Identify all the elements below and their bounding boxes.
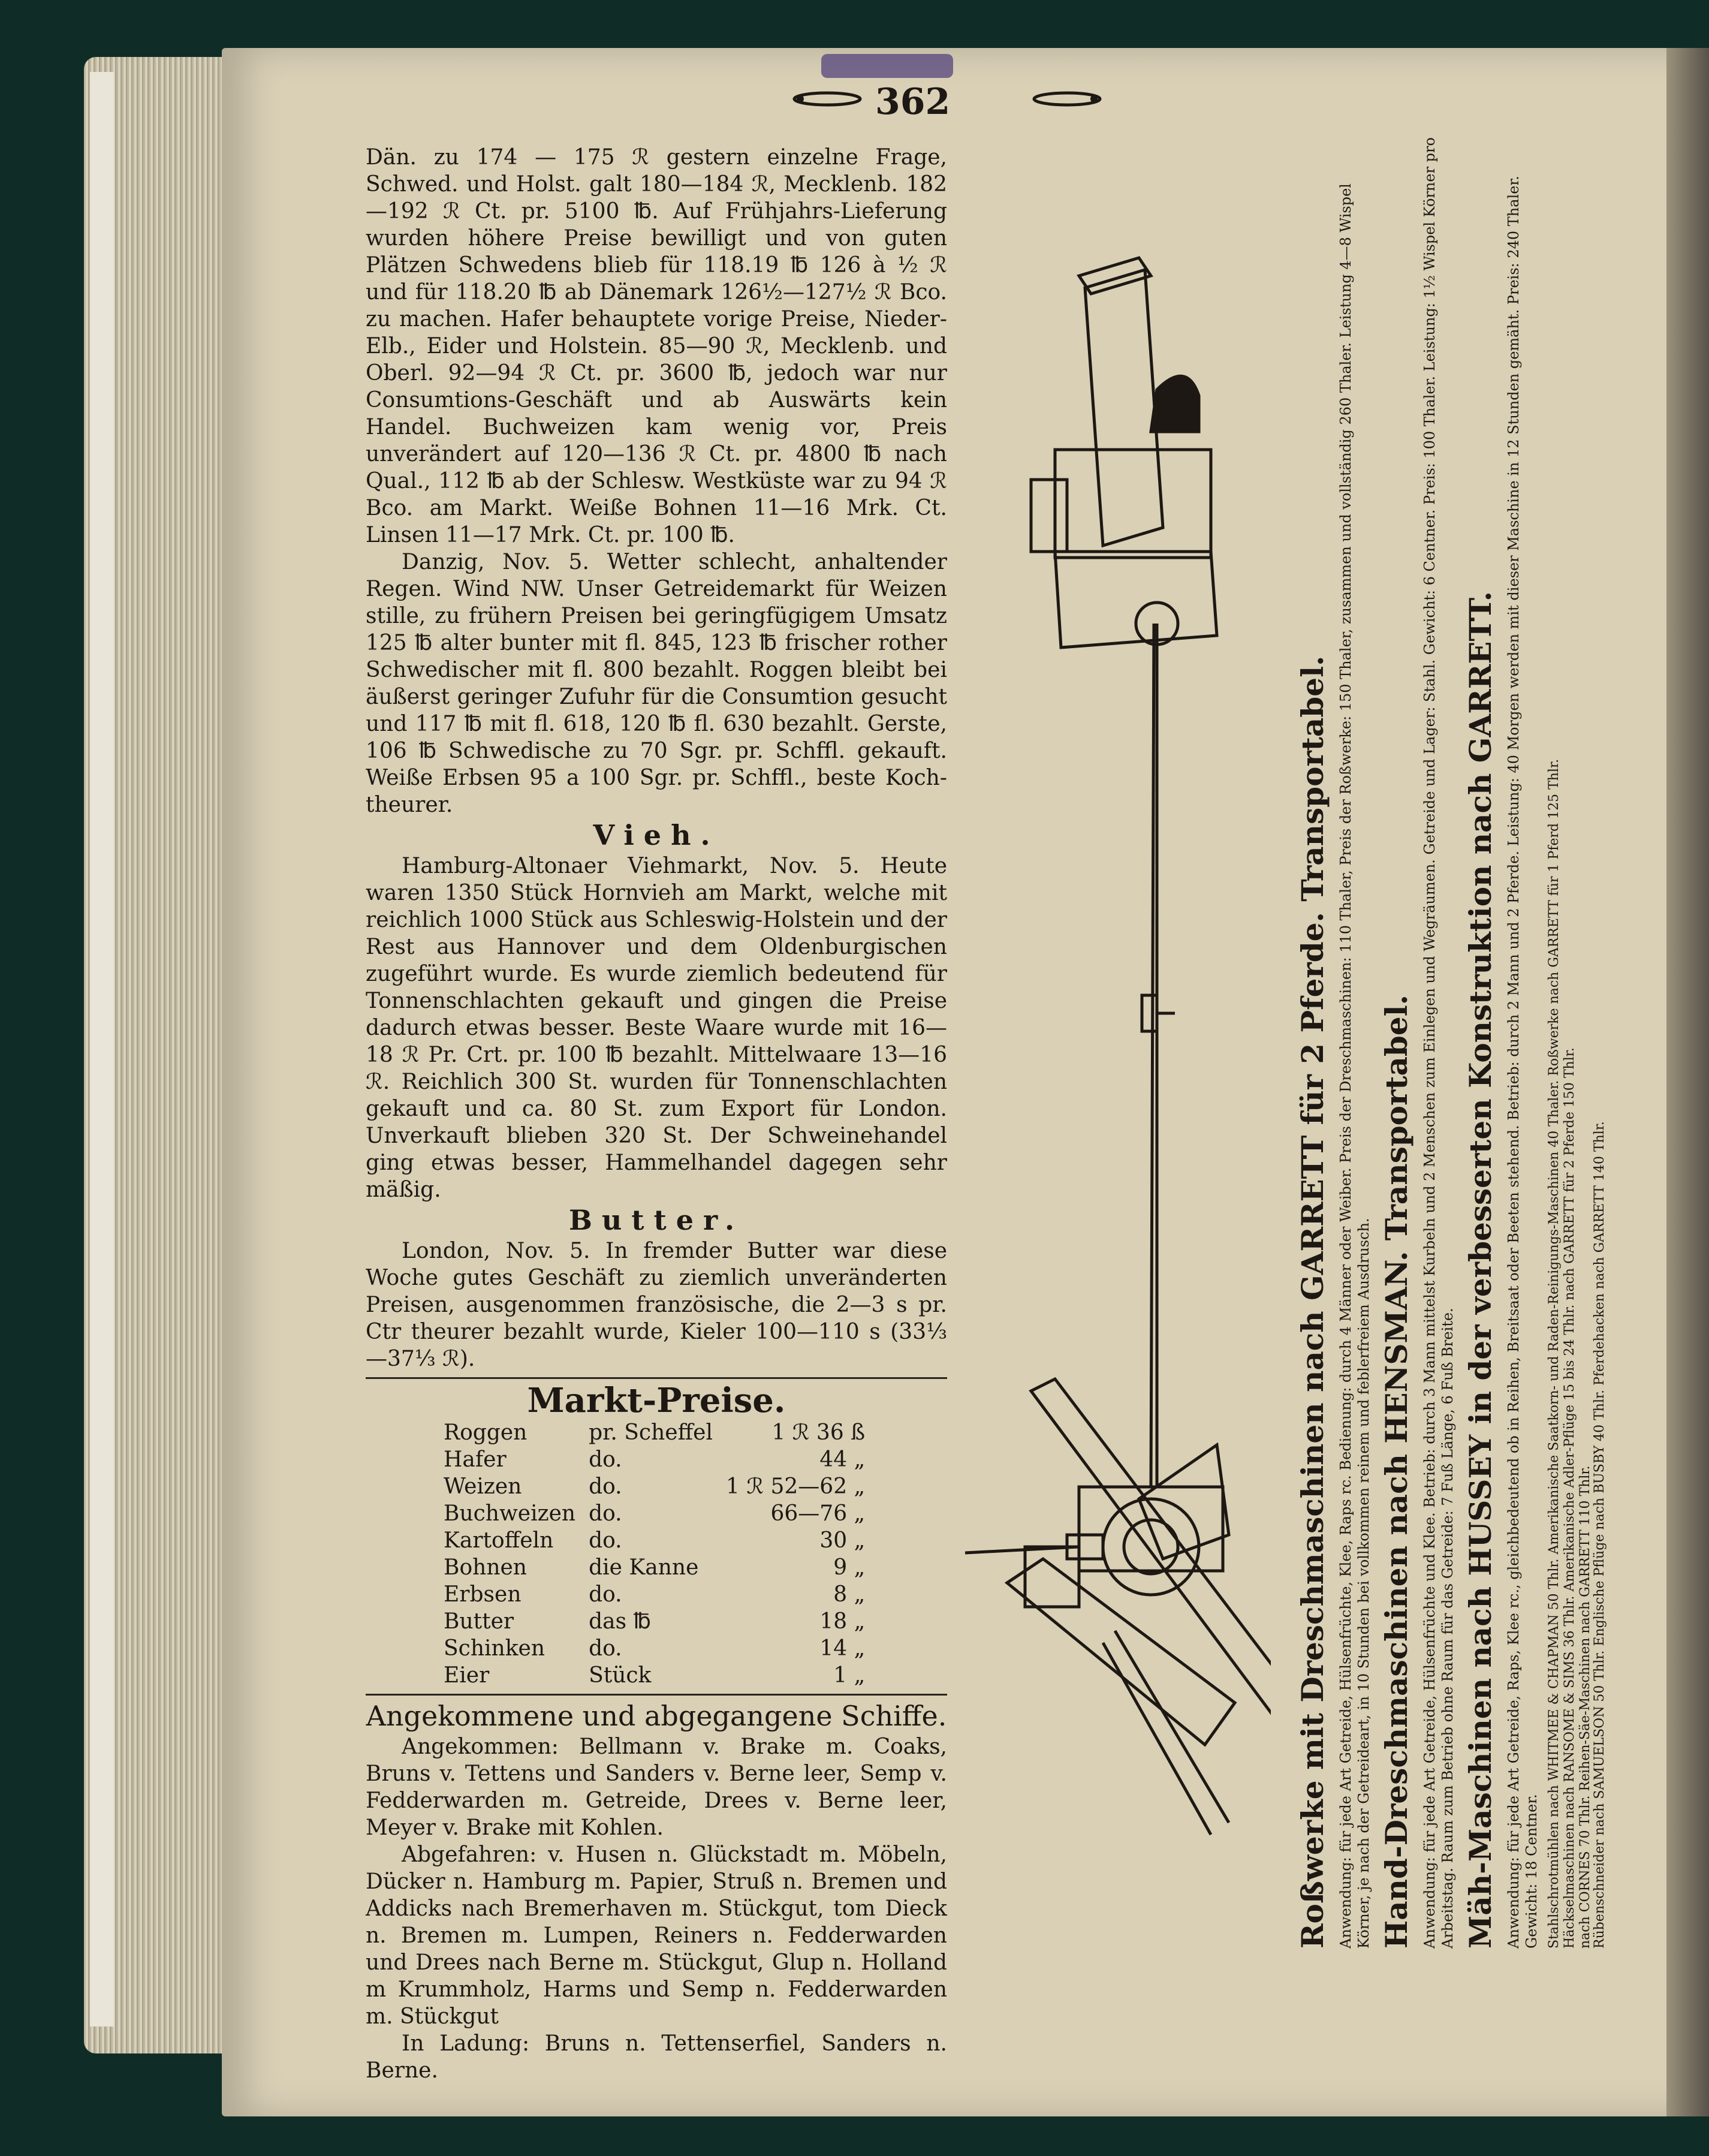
grain-report-paragraph: Dän. zu 174 — 175 ℛ gestern einzelne Frage, Schwed. und Holst. galt 180—184 ℛ, Mecklenb. 182—192 ℛ Ct. pr. 5100 ℔. Auf Frühjahrs-Lieferung wurden höhere Preise bewilligt und von guten Plätzen Schwedens blieb für 118.19 ℔ 126 à ½ ℛ und für 118.20 ℔ ab Dänemark 126½—127½ ℛ Bco. zu machen. Hafer behauptete vorige Preise, Nieder-Elb., Eider und Holstein. 85—90 ℛ, Mecklenb. und Oberl. 92—94 ℛ Ct. pr. 3600 ℔, jedoch war nur Consumtions-Geschäft und ab Auswärts kein Handel. Buchweizen kam wenig vor, Preis unverändert auf 120—136 ℛ Ct. pr. 4800 ℔ nach Qual., 112 ℔ ab der Schlesw. Westküste war zu 94 ℛ Bco. am Markt. Weiße Bohnen 11—16 Mrk. Ct. Linsen 11—17 Mrk. Ct. pr. 100 ℔. bbox=[366, 145, 947, 547]
page-number: 362 bbox=[875, 81, 951, 123]
advert-price-line-1: Stahlschrotmühlen nach WHITMEE & CHAPMAN 50 Thlr. Amerikanische Saatkorn- und Raden-Reinigungs-Maschinen 40 Thaler. Roßwerke nach GARRETT für 1 Pferd 125 Thlr. bbox=[1547, 758, 1562, 1949]
price-row bbox=[444, 1662, 878, 1689]
price-row bbox=[444, 1635, 878, 1662]
price-value: 1 ℛ 36 ß bbox=[771, 1420, 866, 1445]
arrived-paragraph: Angekommen: Bellmann v. Brake m. Coaks, Bruns v. Tettens und Sanders v. Berne leer, Semp v. Fedderwarden m. Getreide, Drees v. Berne leer, Meyer v. Brake mit Kohlen. bbox=[366, 1735, 947, 1840]
price-item: Schinken bbox=[444, 1636, 545, 1661]
price-unit: do. bbox=[589, 1636, 622, 1661]
price-row bbox=[444, 1554, 878, 1581]
price-unit: do. bbox=[589, 1582, 622, 1607]
loading-paragraph: In Ladung: Bruns n. Tettenserfiel, Sanders n. Berne. bbox=[366, 2031, 947, 2083]
left-text-column bbox=[366, 144, 947, 2084]
price-item: Hafer bbox=[444, 1447, 507, 1472]
price-row bbox=[444, 1608, 878, 1635]
advert-heading-hensman: Hand-Dreschmaschinen nach HENSMAN. Transportabel. bbox=[1379, 994, 1414, 1949]
market-prices-title: Markt-Preise. bbox=[527, 1381, 786, 1420]
vieh-heading: Vieh. bbox=[593, 819, 720, 851]
advert-heading-garrett: Roßwerke mit Dreschmaschinen nach GARRETT für 2 Pferde. Transportabel. bbox=[1295, 655, 1330, 1949]
right-ornament-icon bbox=[1031, 90, 1103, 108]
price-unit: das ℔ bbox=[589, 1609, 651, 1634]
advertisement-block bbox=[1289, 114, 1606, 1961]
left-ornament-icon bbox=[791, 90, 863, 108]
book-flyleaf bbox=[90, 72, 114, 2026]
price-unit: do. bbox=[589, 1447, 622, 1472]
section-rule bbox=[366, 1377, 947, 1379]
price-item: Kartoffeln bbox=[444, 1528, 554, 1553]
price-unit: die Kanne bbox=[589, 1555, 699, 1580]
advert-garrett-details: Anwendung: für jede Art Getreide, Hülsenfrüchte, Klee, Raps rc. Bedienung: durch 4 Männer oder Weiber. Preis der Dreschmaschinen: 110 Thaler, Preis der Roßwerke: 150 Thaler, zusammen und vollständig 260 Thaler. Leistung 4—8 Wispel Körner, je nach der Getreideart, in 10 Stunden bei vollkommen reinem und feblerfreiem Ausdrusch. bbox=[1337, 183, 1372, 1949]
cattle-market-paragraph: Hamburg-Altonaer Viehmarkt, Nov. 5. Heute waren 1350 Stück Hornvieh am Markt, welche mit reichlich 1000 Stück aus Schleswig-Holstein und der Rest aus Hannover und dem Oldenburgischen zugeführt wurde. Es wurde ziemlich bedeutend für Tonnenschlachten gekauft und gingen die Preise dadurch etwas besser. Beste Waare wurde mit 16—18 ℛ Pr. Crt. pr. 100 ℔ bezahlt. Mittelwaare 13—16 ℛ. Reichlich 300 St. wurden für Tonnenschlachten gekauft und ca. 80 St. zum Export für London. Unverkauft blieben 320 St. Der Schweinehandel ging etwas besser, Hammelhandel dagegen sehr mäßig. bbox=[366, 854, 947, 1202]
price-row bbox=[444, 1419, 878, 1446]
price-item: Eier bbox=[444, 1663, 490, 1688]
price-row bbox=[444, 1527, 878, 1554]
price-value: 9 „ bbox=[833, 1555, 866, 1580]
price-value: 8 „ bbox=[833, 1582, 866, 1607]
price-row bbox=[444, 1581, 878, 1608]
price-value: 1 ℛ 52—62 „ bbox=[725, 1474, 866, 1499]
price-item: Erbsen bbox=[444, 1582, 522, 1607]
advert-price-line-2: Häckselmaschinen nach RANSOME & SIMS 36 Thlr. Amerikanische Adler-Pflüge 15 bis 24 Thlr. nach GARRETT für 2 Pferde 150 Thlr. bbox=[1562, 1047, 1577, 1949]
danzig-paragraph: Danzig, Nov. 5. Wetter schlecht, anhaltender Regen. Wind NW. Unser Getreidemarkt für Weizen stille, zu frühern Preisen bei geringfügigem Umsatz 125 ℔ alter bunter mit fl. 845, 123 ℔ frischer rother Schwedischer mit fl. 800 bezahlt. Roggen bleibt bei äußerst geringer Zufuhr für die Consumtion gesucht und 117 ℔ mit fl. 618, 120 ℔ fl. 630 bezahlt. Gerste, 106 ℔ Schwedische zu 70 Sgr. pr. Schffl. gekauft. Weiße Erbsen 95 a 100 Sgr. pr. Schffl., beste Koch- theurer. bbox=[366, 550, 947, 817]
price-unit: do. bbox=[589, 1528, 622, 1553]
price-value: 14 „ bbox=[819, 1636, 866, 1661]
price-item: Roggen bbox=[444, 1420, 528, 1445]
price-row bbox=[444, 1500, 878, 1527]
book-gutter bbox=[1666, 48, 1709, 2116]
price-unit: Stück bbox=[589, 1663, 652, 1688]
price-unit: pr. Scheffel bbox=[589, 1420, 713, 1445]
price-item: Buchweizen bbox=[444, 1501, 576, 1526]
advert-hensman-details: Anwendung: für jede Art Getreide, Hülsenfrüchte und Klee. Betrieb: durch 3 Mann mittelst Kurbeln und 2 Menschen zum Einlegen und Wegräumen. Getreide und Lager: Stahl. Gewicht: 6 Centner. Preis: 100 Thaler. Leistung: 1½ Wispel Körner pro Arbeitstag. Raum zum Betrieb ohne Raum für das Getreide: 7 Fuß Länge, 6 Fuß Breite. bbox=[1421, 137, 1456, 1949]
price-value: 44 „ bbox=[819, 1447, 866, 1472]
price-unit: do. bbox=[589, 1474, 622, 1499]
advert-price-line-4: Rübenschneider nach SAMUELSON 50 Thlr. Englische Pflüge nach BUSBY 40 Thlr. Pferdehacken nach GARRETT 140 Thlr. bbox=[1592, 1121, 1607, 1949]
section-rule bbox=[366, 1694, 947, 1696]
market-prices-table bbox=[444, 1419, 878, 1689]
advert-heading-hussey: Mäh-Maschinen nach HUSSEY in der verbesserten Konstruktion nach GARRETT. bbox=[1463, 591, 1498, 1949]
price-value: 30 „ bbox=[819, 1528, 866, 1553]
price-row bbox=[444, 1446, 878, 1473]
advert-hussey-details: Anwendung: für jede Art Getreide, Raps, Klee rc., gleichbedeutend ob in Reihen, Breitsaat oder Beeten stehend. Betrieb: durch 2 Mann und 2 Pferde. Leistung: 40 Morgen werden mit dieser Maschine in 12 Stunden gemäht. Preis: 240 Thaler. Gewicht: 18 Centner. bbox=[1505, 176, 1540, 1949]
departed-paragraph: Abgefahren: v. Husen n. Glückstadt m. Möbeln, Dücker n. Hamburg m. Papier, Struß n. Bremen und Addicks nach Bremerhaven m. Stückgut, tom Dieck n. Bremen m. Lumpen, Reiners n. Fedderwarden und Drees nach Berne m. Stückgut, Glup n. Holland m Krummholz, Harms und Semp n. Fedderwarden m. Stückgut bbox=[366, 1842, 947, 2029]
price-item: Bohnen bbox=[444, 1555, 527, 1580]
advert-price-line-3: nach CORNES 70 Thlr. Reihen-Säe-Maschinen nach GARRETT 110 Thlr. bbox=[1578, 1465, 1593, 1949]
price-value: 66—76 „ bbox=[770, 1501, 866, 1526]
price-value: 18 „ bbox=[819, 1609, 866, 1634]
library-stamp bbox=[821, 54, 953, 78]
ships-title: Angekommene und abgegangene Schiffe. bbox=[366, 1700, 947, 1732]
price-row bbox=[444, 1473, 878, 1500]
price-value: 1 „ bbox=[833, 1663, 866, 1688]
butter-paragraph: London, Nov. 5. In fremder Butter war diese Woche gutes Geschäft zu ziemlich unveränderten Preisen, ausgenommen französische, die 2—3 s pr. Ctr theurer bezahlt wurde, Kieler 100—110 s (33⅓—37⅓ ℛ). bbox=[366, 1239, 947, 1371]
butter-heading: Butter. bbox=[568, 1204, 745, 1236]
price-unit: do. bbox=[589, 1501, 622, 1526]
threshing-machine-illustration bbox=[959, 252, 1271, 1859]
price-item: Butter bbox=[444, 1609, 514, 1634]
price-item: Weizen bbox=[444, 1474, 522, 1499]
